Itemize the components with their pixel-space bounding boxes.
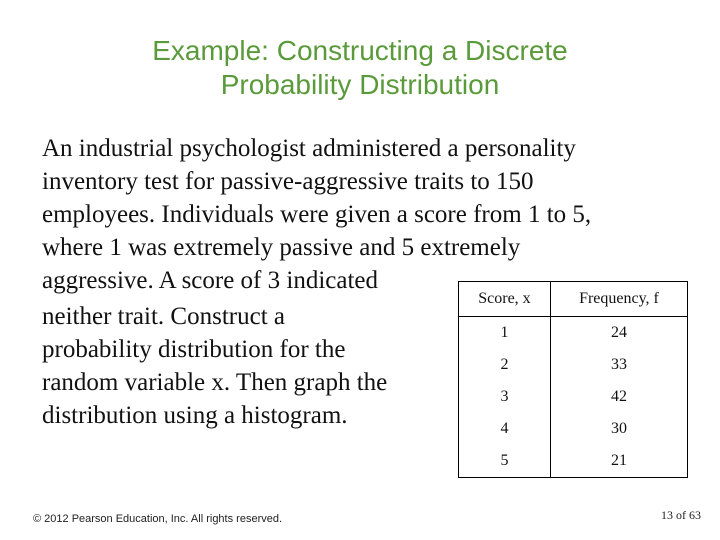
table-row <box>459 317 688 350</box>
score-column-header: Score, x <box>459 282 551 317</box>
table-row <box>459 381 688 413</box>
body-line: neither trait. Construct a <box>42 303 285 330</box>
table-row <box>459 349 688 381</box>
score-cell: 2 <box>459 349 551 381</box>
score-cell: 1 <box>459 317 551 350</box>
frequency-cell: 30 <box>610 420 627 437</box>
copyright-notice: © 2012 Pearson Education, Inc. All rights reserved. <box>33 513 283 525</box>
frequency-column-header: Frequency, f <box>550 282 687 317</box>
slide-title-line-1: Example: Constructing a Discrete <box>152 35 568 66</box>
slide-title <box>0 34 720 102</box>
body-line: An industrial psychologist administered a personality <box>42 135 576 162</box>
body-line: employees. Individuals were given a score from 1 to 5, <box>42 201 592 228</box>
frequency-cell: 21 <box>610 452 627 469</box>
body-line: where 1 was extremely passive and 5 extremely <box>42 234 521 261</box>
score-cell: 4 <box>459 413 551 445</box>
slide-title-line-2: Probability Distribution <box>220 69 500 100</box>
body-line: probability distribution for the <box>42 336 346 363</box>
frequency-cell: 33 <box>610 356 627 373</box>
table-row <box>459 413 688 445</box>
body-line: random variable x. Then graph the <box>42 369 388 396</box>
table-row <box>459 445 688 478</box>
body-line: inventory test for passive-aggressive traits to 150 <box>42 168 534 195</box>
score-cell: 3 <box>459 381 551 413</box>
body-line: distribution using a histogram. <box>42 402 348 429</box>
frequency-table <box>458 281 688 478</box>
frequency-cell: 42 <box>610 388 627 405</box>
table-header-row <box>459 282 688 317</box>
page-number: 13 of 63 <box>661 508 701 522</box>
score-cell: 5 <box>459 445 551 478</box>
frequency-cell: 24 <box>610 324 627 341</box>
body-line: aggressive. A score of 3 indicated <box>42 267 379 294</box>
